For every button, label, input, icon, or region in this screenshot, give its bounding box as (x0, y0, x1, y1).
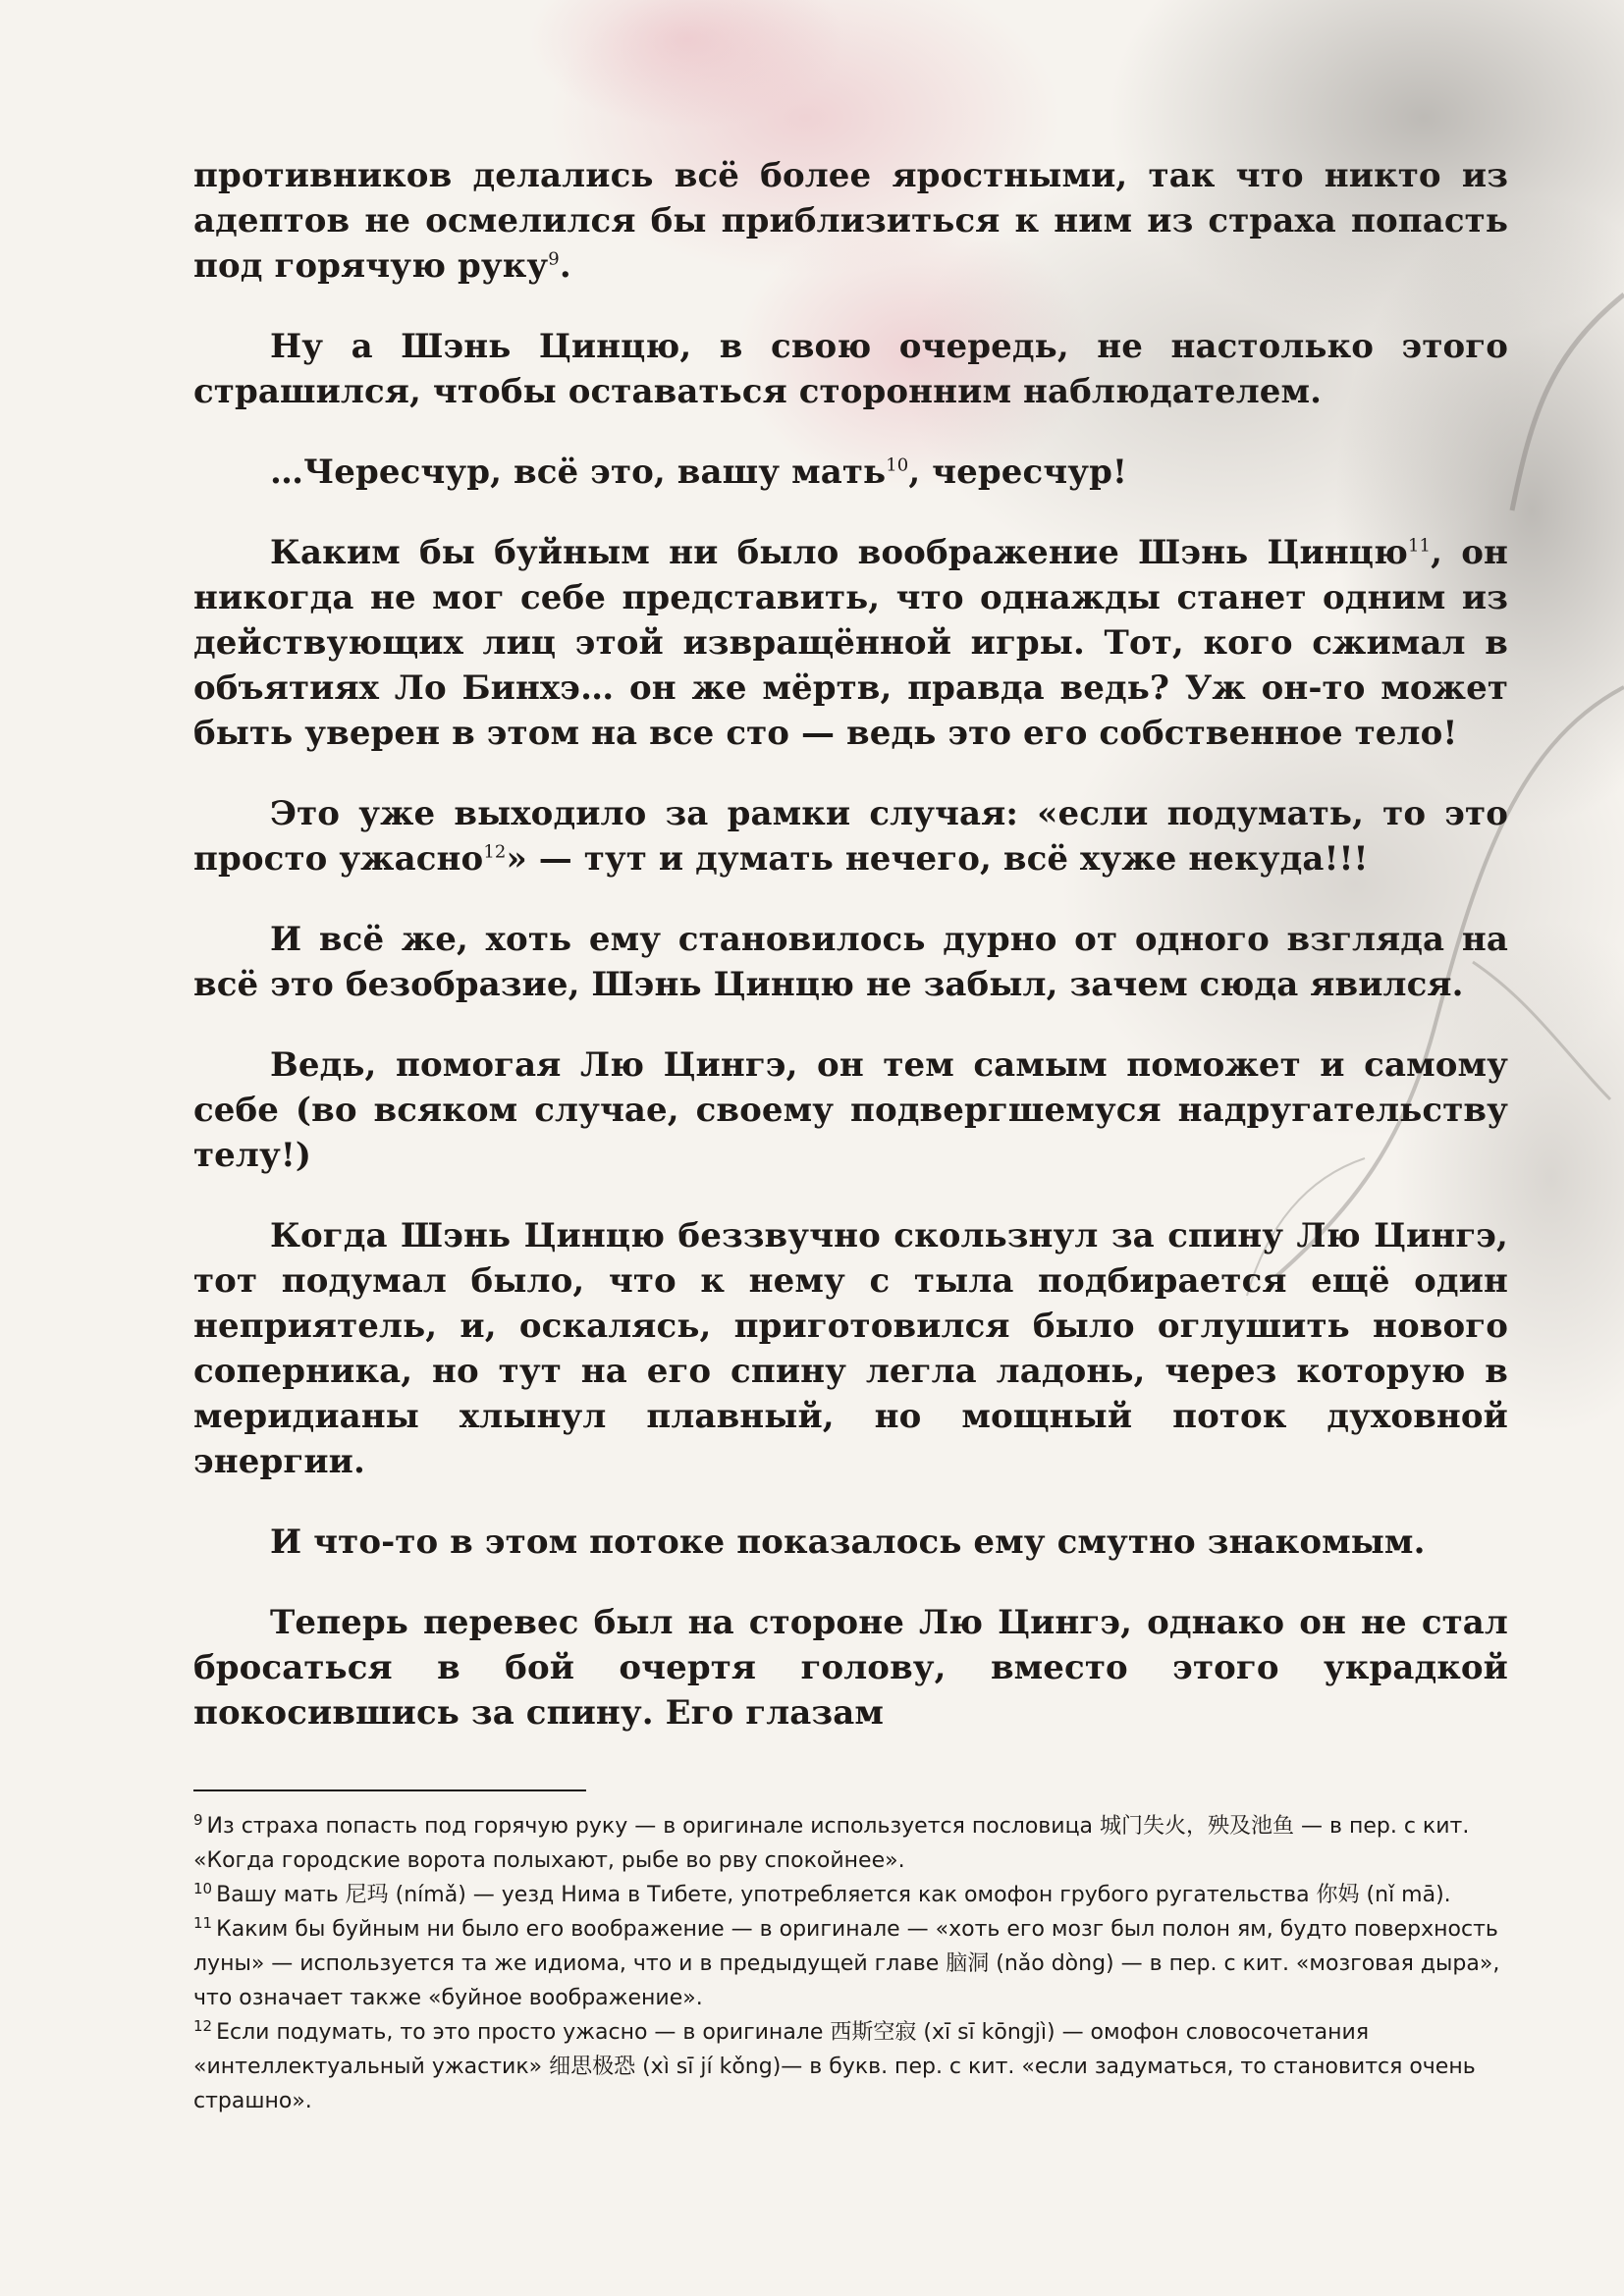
footnote-10 (193, 1878, 1508, 1912)
footnote-ref-11[interactable]: 11 (1407, 535, 1432, 557)
footnote-12 (193, 2015, 1508, 2118)
footnote-text: Из страха попасть под горячую руку — в оригинале используется пословица 城门失火，殃及池鱼 — в пер. с кит. «Когда городские ворота полыхают, рыбе во рву спокойнее». (193, 1814, 1470, 1873)
paragraph-5: Это уже выходило за рамки случая: «если подумать, то это просто ужасно$^{12}$» — тут и думать нечего, всё хуже некуда!!! (193, 794, 1508, 879)
paragraph-2: Ну а Шэнь Цинцю, в свою очередь, не настолько этого страшился, чтобы оставаться сторонним наблюдателем. (193, 327, 1508, 411)
footnote-ref-9[interactable]: 9 (548, 248, 560, 270)
footnote-text: Каким бы буйным ни было его воображение — в оригинале — «хоть его мозг был полон ям, будто поверхность луны» — используется та же идиома, что и в предыдущей главе 脑洞 (nǎo dòng) — в пер. с кит. «мозговая дыра», что означает также «буйное воображение». (193, 1917, 1500, 2010)
paragraph-1: противников делались всё более яростными, так что никто из адептов не осмелился бы приблизиться к ним из страха попасть под горячую руку$^9$. (193, 156, 1508, 286)
paragraph-10: Теперь перевес был на стороне Лю Цингэ, однако он не стал бросаться в бой очертя голову, вместо этого украдкой покосившись за спину. Его глазам (193, 1603, 1508, 1733)
footnote-number: 9 (193, 1810, 203, 1829)
footnote-9 (193, 1809, 1508, 1878)
paragraph-3: …Чересчур, всё это, вашу мать$^{10}$, чересчур! (270, 453, 1128, 492)
footnotes (193, 1809, 1508, 2118)
paragraph-6: И всё же, хоть ему становилось дурно от одного взгляда на всё это безобразие, Шэнь Цинцю не забыл, зачем сюда явился. (193, 920, 1508, 1004)
footnote-11 (193, 1912, 1508, 2015)
footnote-ref-10[interactable]: 10 (886, 454, 909, 476)
paragraph-7: Ведь, помогая Лю Цингэ, он тем самым поможет и самому себе (во всяком случае, своему подвергшемуся надругательству телу!) (193, 1045, 1508, 1175)
footnote-ref-12[interactable]: 12 (483, 841, 507, 863)
paragraph-8: Когда Шэнь Цинцю беззвучно скользнул за спину Лю Цингэ, тот подумал было, что к нему с тыла подбирается ещё один неприятель, и, оскалясь, приготовился было оглушить нового соперника, но тут на его спину легла ладонь, через которую в меридианы хлынул плавный, но мощный поток духовной энергии. (193, 1216, 1508, 1481)
main-text (193, 153, 1508, 1771)
footnote-number: 10 (193, 1879, 213, 1897)
footnote-separator (193, 1789, 586, 1791)
footnote-number: 12 (193, 2016, 213, 2035)
footnote-text: Вашу мать 尼玛 (nímǎ) — уезд Нима в Тибете, употребляется как омофон грубого ругательства 你妈 (nǐ mā). (216, 1883, 1451, 1907)
paragraph-9: И что-то в этом потоке показалось ему смутно знакомым. (270, 1522, 1426, 1562)
paragraph-4: Каким бы буйным ни было воображение Шэнь Цинцю$^{11}$, он никогда не мог себе представить, что однажды станет одним из действующих лиц этой извращённой игры. Тот, кого сжимал в объятиях Ло Бинхэ… он же мёртв, правда ведь? Уж он-то может быть уверен в этом на все сто — ведь это его собственное тело! (193, 533, 1508, 753)
footnote-text: Если подумать, то это просто ужасно — в оригинале 西斯空寂 (xī sī kōngjì) — омофон словосочетания «интеллектуальный ужастик» 细思极恐 (xì sī jí kǒng)— в букв. пер. с кит. «если задуматься, то становится очень страшно». (193, 2020, 1476, 2113)
footnote-number: 11 (193, 1913, 213, 1932)
